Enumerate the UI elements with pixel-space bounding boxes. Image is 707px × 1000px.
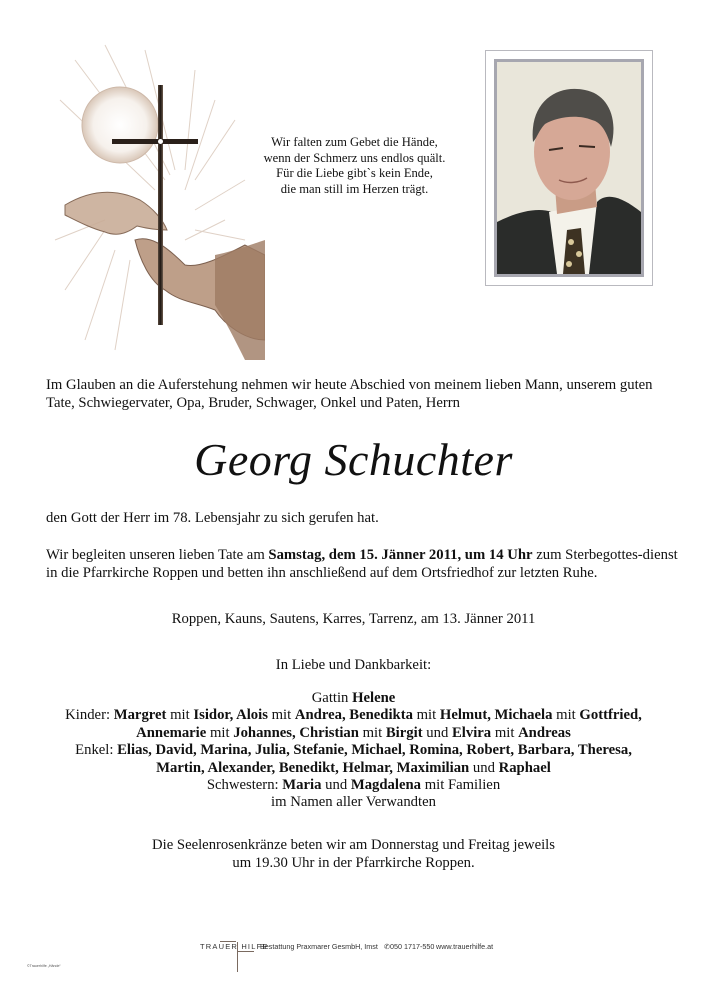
thanks-heading: In Liebe und Dankbarkeit: — [275, 657, 432, 673]
poem — [232, 135, 477, 197]
family-member-name: Annemarie — [136, 724, 207, 741]
family-member-name: Helene — [352, 690, 396, 706]
family-connector: mit — [206, 724, 234, 741]
family-line — [0, 794, 707, 811]
funeral-pre: Wir begleiten unseren lieben Tate am — [46, 547, 269, 563]
funeral-datetime: Samstag, dem 15. Jänner 2011, um 14 Uhr — [268, 547, 533, 563]
family-connector: und — [469, 759, 499, 776]
family-connector: Gattin — [311, 690, 353, 706]
poem-line: Für die Liebe gibt`s kein Ende, — [276, 166, 433, 180]
person-portrait-icon — [497, 62, 641, 274]
place-date: Roppen, Kauns, Sautens, Karres, Tarrenz, am 13. Jänner 2011 — [171, 611, 536, 627]
called-home-text: den Gott der Herr im 78. Lebensjahr zu sich gerufen hat. — [46, 510, 379, 526]
family-connector: mit — [491, 724, 519, 741]
family-connector: mit — [358, 724, 386, 741]
rosary-line: Die Seelenrosenkränze beten wir am Donnerstag und Freitag jeweils — [152, 837, 555, 853]
funeral-post: zum Sterbegottes-dienst in die Pfarrkirche Roppen und betten ihn anschließend auf dem Ortsfriedhof zur letzten Ruhe. — [46, 547, 678, 581]
brand-logo: TRAUER HILFE — [200, 942, 269, 951]
family-connector: Schwestern: — [206, 777, 283, 794]
footer — [200, 942, 560, 982]
family-member-name: Raphael — [498, 759, 551, 776]
family-line — [0, 777, 707, 794]
family-connector: mit Familien — [421, 777, 501, 794]
family-line — [0, 760, 707, 777]
poem-line: wenn der Schmerz uns endlos quält. — [263, 150, 446, 165]
family-member-name: Johannes, Christian — [233, 724, 359, 741]
rosary-line: um 19.30 Uhr in der Pfarrkirche Roppen. — [232, 855, 475, 871]
brand-divider — [238, 951, 254, 952]
rosary-notice — [0, 836, 707, 872]
family-line — [0, 742, 707, 759]
family-connector: mit — [552, 707, 580, 724]
family-line — [0, 725, 707, 742]
phone-icon: ✆ — [384, 942, 391, 951]
family-line — [0, 690, 707, 707]
family-member-name: Margret — [113, 707, 167, 724]
intro-paragraph: Im Glauben an die Auferstehung nehmen wir heute Abschied von meinem lieben Mann, unserem guten Tate, Schwiegervater, Opa, Bruder, Schwager, Onkel und Paten, Herrn — [46, 377, 653, 411]
family-connector: mit — [166, 707, 194, 724]
family-connector: mit — [267, 707, 295, 724]
copyright: ©Trauerhilfe „Hände“ — [27, 964, 61, 968]
family-connector: Kinder: — [65, 707, 114, 724]
family-member-name: Andrea, Benedikta — [294, 707, 413, 724]
deceased-name: Georg Schuchter — [194, 434, 513, 485]
family-member-name: Martin, Alexander, Benedikt, Helmar, Maximilian — [156, 759, 470, 776]
family-connector: und — [321, 777, 351, 794]
family-member-name: Birgit — [385, 724, 423, 741]
family-member-name: Maria — [282, 777, 322, 794]
family-connector: mit — [412, 707, 440, 724]
poem-line: die man still im Herzen trägt. — [280, 181, 429, 196]
family-member-name: Elvira — [451, 724, 492, 741]
portrait-photo — [494, 59, 644, 277]
family-connector: Enkel: — [75, 742, 118, 759]
company-name: Bestattung Praxmarer GesmbH, Imst — [260, 942, 378, 951]
family-member-name: Magdalena — [350, 777, 422, 794]
family-member-name: Elias, David, Marina, Julia, Stefanie, Michael, Romina, Robert, Barbara, Theresa, — [117, 742, 632, 759]
website-link[interactable]: www.trauerhilfe.at — [436, 942, 494, 951]
poem-line: Wir falten zum Gebet die Hände, — [271, 135, 438, 149]
family-connector: und — [422, 724, 452, 741]
family-member-name: Andreas — [518, 724, 571, 741]
phone-number: ✆050 1717-550 — [384, 942, 435, 951]
family-member-name: Gottfried, — [579, 707, 642, 724]
family-list — [0, 690, 707, 812]
family-member-name: Helmut, Michaela — [439, 707, 553, 724]
cross-icon — [45, 40, 265, 360]
funeral-paragraph — [46, 546, 686, 582]
family-connector: im Namen aller Verwandten — [271, 794, 436, 811]
family-line — [0, 707, 707, 724]
portrait-frame — [485, 50, 653, 286]
family-member-name: Isidor, Alois — [193, 707, 268, 724]
cross-hands-illustration — [45, 40, 265, 360]
